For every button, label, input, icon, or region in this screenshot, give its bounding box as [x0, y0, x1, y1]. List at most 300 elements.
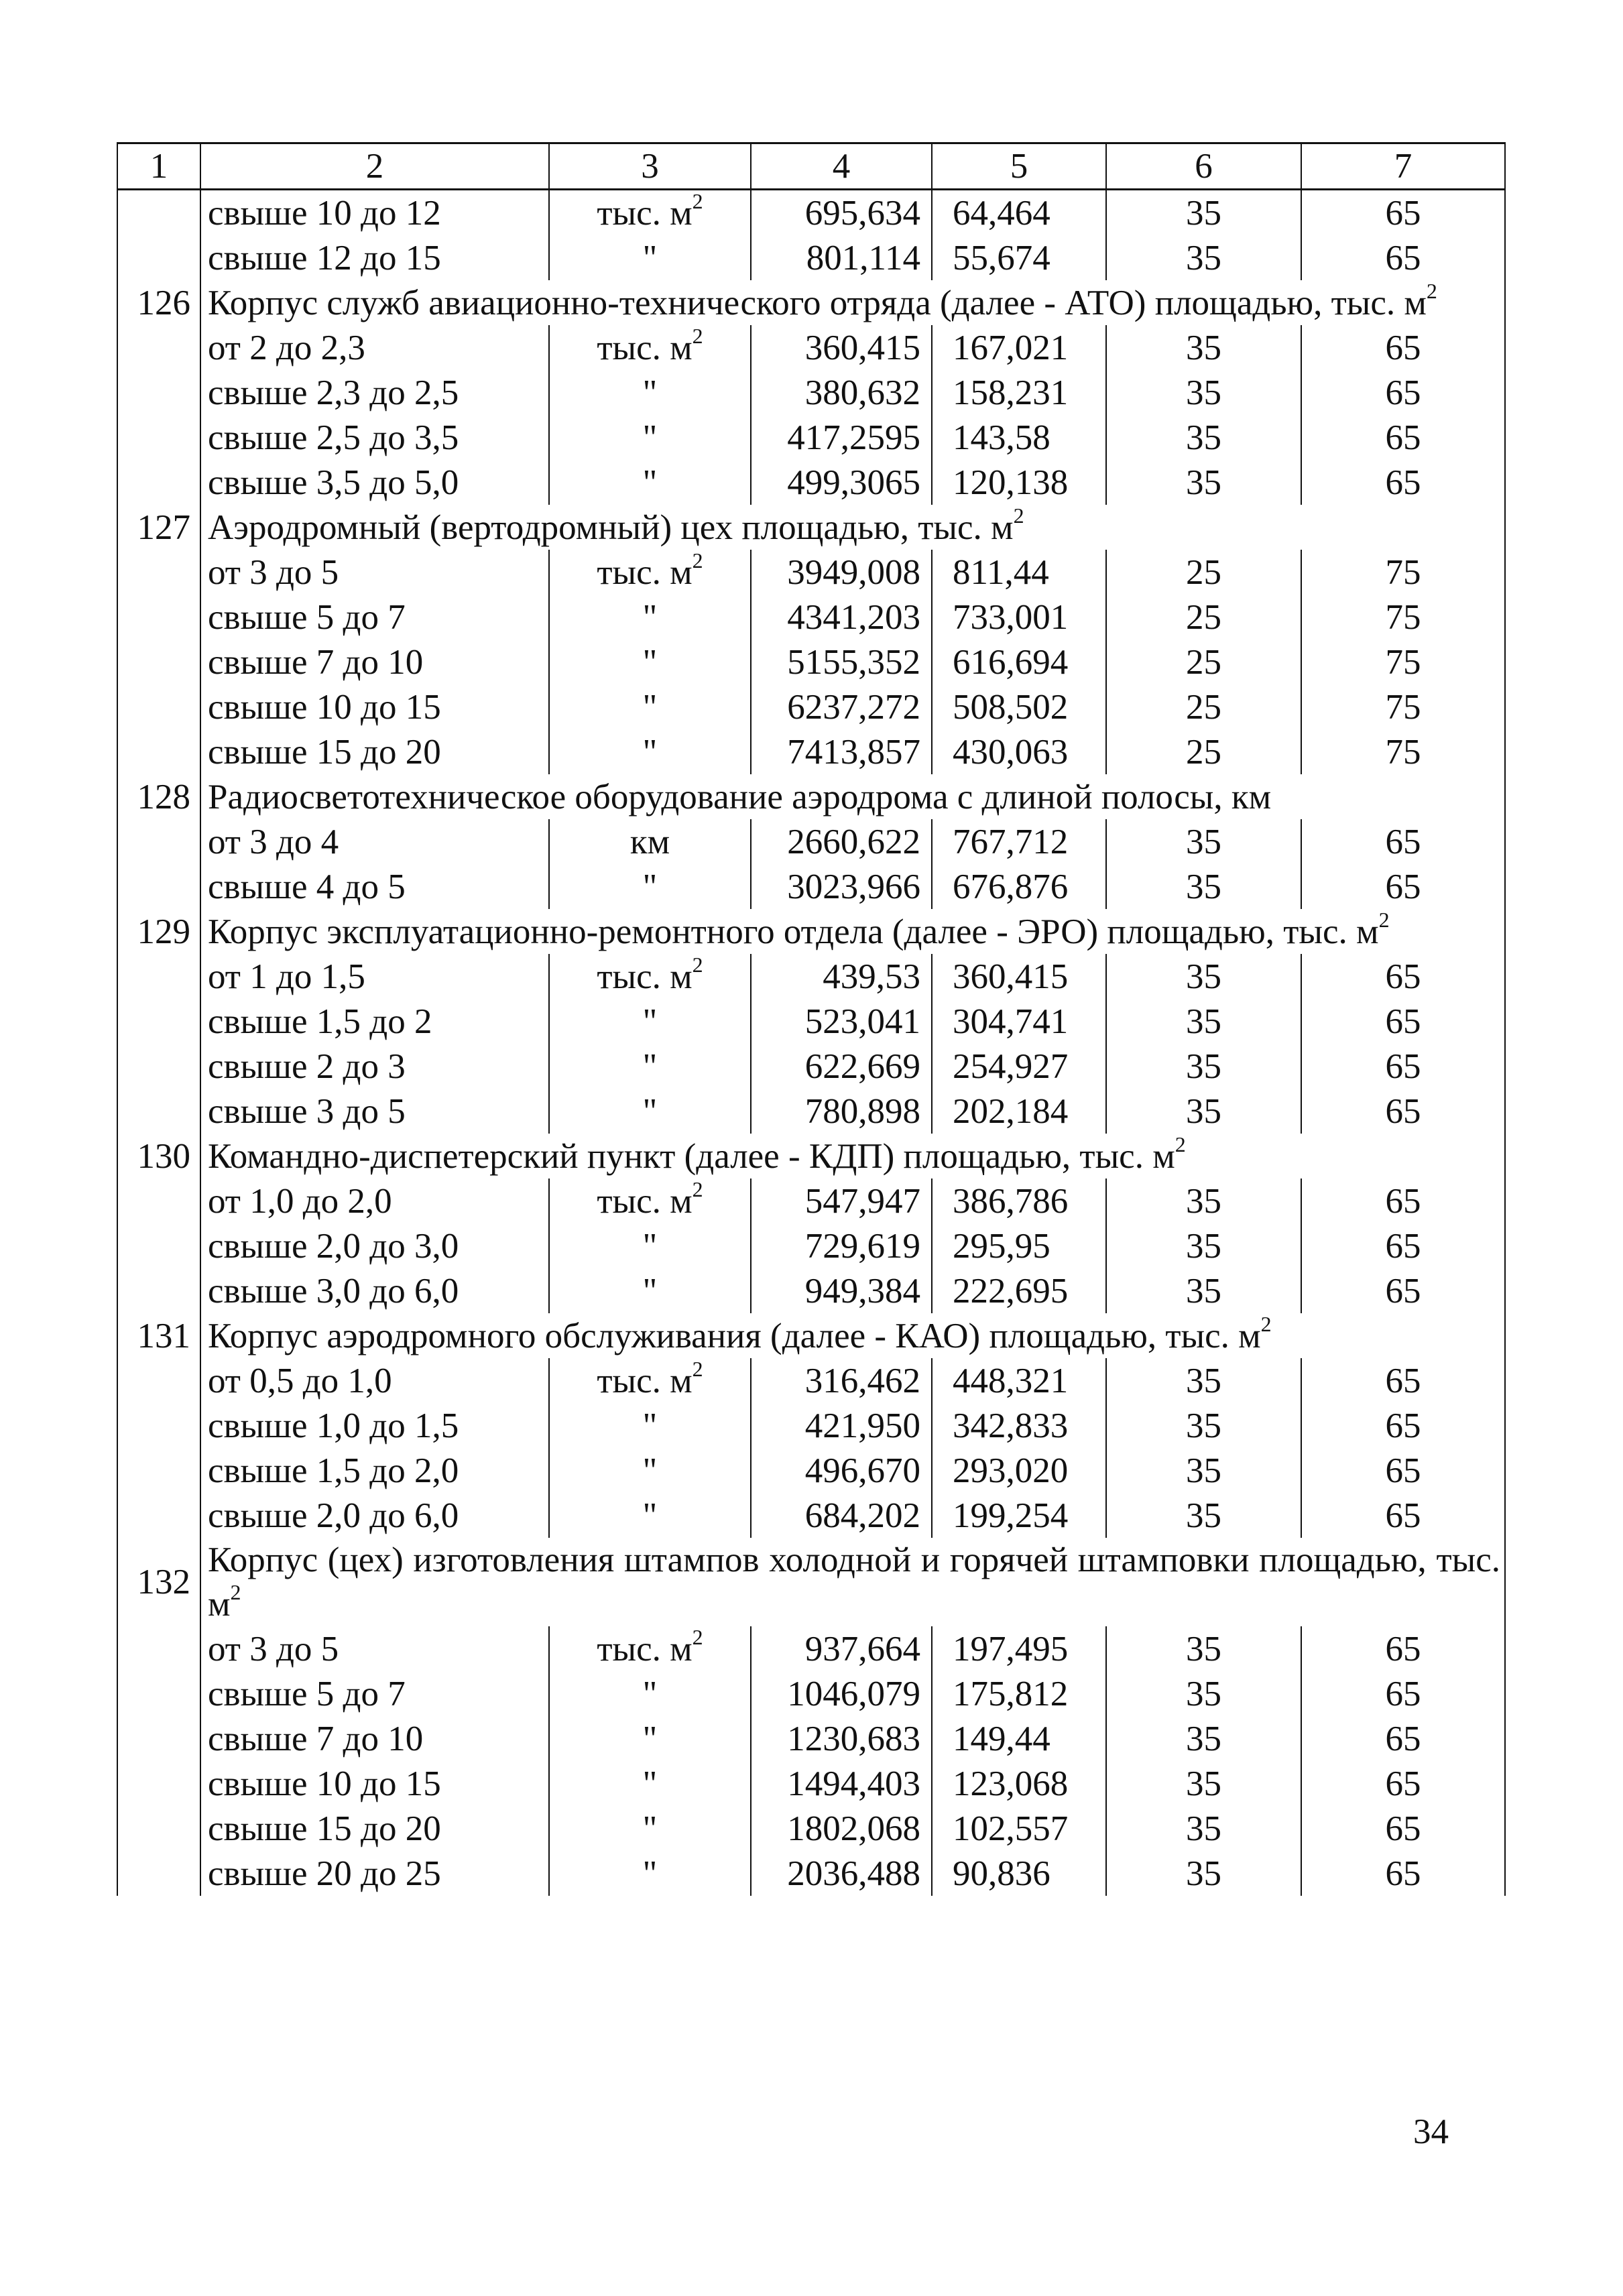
- table-row: [117, 1716, 1505, 1761]
- price-cell: 1230,683: [751, 1716, 932, 1761]
- unit-cell: [549, 1089, 751, 1134]
- share-a-cell: 35: [1106, 235, 1301, 280]
- unit-cell: [549, 1671, 751, 1716]
- share-b-cell: 65: [1301, 1761, 1505, 1806]
- share-b-cell: 65: [1301, 1806, 1505, 1851]
- share-b-cell: 65: [1301, 1671, 1505, 1716]
- range-cell: свыше 10 до 15: [200, 684, 549, 729]
- unit-cell: [549, 235, 751, 280]
- rate-cell: 676,876: [932, 864, 1106, 909]
- section-row: [117, 774, 1505, 819]
- share-a-cell: 35: [1106, 1268, 1301, 1313]
- rate-cell: 293,020: [932, 1448, 1106, 1493]
- section-title-text: Корпус аэродромного обслуживания (далее - КАО) площадью, тыс. м: [208, 1316, 1261, 1355]
- range-cell: от 3 до 5: [200, 1626, 549, 1671]
- superscript: 2: [692, 1356, 703, 1381]
- superscript: 2: [692, 188, 703, 213]
- unit-text: тыс. м: [597, 193, 693, 233]
- superscript: 2: [230, 1580, 241, 1604]
- section-row: [117, 280, 1505, 325]
- section-number: 132: [117, 1538, 200, 1626]
- unit-cell: [549, 370, 751, 415]
- row-number-cell: [117, 1403, 200, 1448]
- superscript: 2: [692, 1624, 703, 1649]
- unit-text: ": [642, 597, 658, 637]
- share-a-cell: 35: [1106, 415, 1301, 460]
- price-cell: 2660,622: [751, 819, 932, 864]
- row-number-cell: [117, 640, 200, 684]
- unit-text: км: [629, 822, 670, 861]
- range-cell: свыше 5 до 7: [200, 595, 549, 640]
- section-title-text: Корпус служб авиационно-технического отряда (далее - АТО) площадью, тыс. м: [208, 283, 1427, 322]
- row-number-cell: [117, 999, 200, 1044]
- unit-cell: [549, 1761, 751, 1806]
- range-cell: свыше 12 до 15: [200, 235, 549, 280]
- row-number-cell: [117, 1761, 200, 1806]
- row-number-cell: [117, 415, 200, 460]
- row-number-cell: [117, 235, 200, 280]
- header-cell: 1: [117, 143, 200, 190]
- price-cell: 684,202: [751, 1493, 932, 1538]
- rate-cell: 254,927: [932, 1044, 1106, 1089]
- rate-cell: 767,712: [932, 819, 1106, 864]
- share-a-cell: 35: [1106, 1044, 1301, 1089]
- unit-cell: [549, 1044, 751, 1089]
- share-a-cell: 35: [1106, 190, 1301, 236]
- section-title: [200, 280, 1505, 325]
- header-cell: 2: [200, 143, 549, 190]
- section-title: [200, 1313, 1505, 1358]
- unit-cell: [549, 954, 751, 999]
- unit-text: ": [642, 463, 658, 502]
- superscript: 2: [1378, 907, 1390, 932]
- range-cell: свыше 15 до 20: [200, 1806, 549, 1851]
- share-b-cell: 65: [1301, 1851, 1505, 1896]
- unit-cell: [549, 1626, 751, 1671]
- unit-cell: [549, 1268, 751, 1313]
- range-cell: от 1,0 до 2,0: [200, 1179, 549, 1223]
- table-row: [117, 1268, 1505, 1313]
- unit-cell: [549, 1716, 751, 1761]
- table-row: [117, 954, 1505, 999]
- section-title-text: Корпус (цех) изготовления штампов холодной и горячей штамповки площадью, тыс. м: [208, 1540, 1500, 1624]
- section-title-text: Командно-диспетерский пункт (далее - КДП) площадью, тыс. м: [208, 1136, 1175, 1176]
- share-a-cell: 25: [1106, 684, 1301, 729]
- table-row: [117, 460, 1505, 505]
- table-row: [117, 1403, 1505, 1448]
- share-b-cell: 65: [1301, 999, 1505, 1044]
- unit-text: ": [642, 1091, 658, 1131]
- section-title: [200, 909, 1505, 954]
- table-row: [117, 1671, 1505, 1716]
- row-number-cell: [117, 460, 200, 505]
- section-title: [200, 1134, 1505, 1179]
- rate-cell: 733,001: [932, 595, 1106, 640]
- superscript: 2: [1426, 278, 1437, 303]
- price-cell: 729,619: [751, 1223, 932, 1268]
- section-title-text: Радиосветотехническое оборудование аэродрома с длиной полосы, км: [208, 777, 1272, 817]
- price-cell: 3949,008: [751, 550, 932, 595]
- header-cell: 6: [1106, 143, 1301, 190]
- table-row: [117, 1179, 1505, 1223]
- price-cell: 4341,203: [751, 595, 932, 640]
- price-table: [117, 142, 1506, 1896]
- share-b-cell: 65: [1301, 1358, 1505, 1403]
- row-number-cell: [117, 1716, 200, 1761]
- range-cell: от 1 до 1,5: [200, 954, 549, 999]
- range-cell: свыше 7 до 10: [200, 640, 549, 684]
- row-number-cell: [117, 190, 200, 236]
- share-a-cell: 35: [1106, 1716, 1301, 1761]
- table-row: [117, 1806, 1505, 1851]
- range-cell: свыше 7 до 10: [200, 1716, 549, 1761]
- row-number-cell: [117, 819, 200, 864]
- rate-cell: 616,694: [932, 640, 1106, 684]
- unit-text: ": [642, 1002, 658, 1041]
- superscript: 2: [1013, 503, 1024, 528]
- share-b-cell: 65: [1301, 1089, 1505, 1134]
- price-cell: 1802,068: [751, 1806, 932, 1851]
- table-body: [117, 143, 1505, 1896]
- share-b-cell: 65: [1301, 1268, 1505, 1313]
- rate-cell: 199,254: [932, 1493, 1106, 1538]
- share-b-cell: 65: [1301, 954, 1505, 999]
- row-number-cell: [117, 1671, 200, 1716]
- share-a-cell: 35: [1106, 1089, 1301, 1134]
- share-b-cell: 75: [1301, 684, 1505, 729]
- range-cell: свыше 10 до 15: [200, 1761, 549, 1806]
- share-a-cell: 35: [1106, 1851, 1301, 1896]
- section-row: [117, 505, 1505, 550]
- range-cell: свыше 10 до 12: [200, 190, 549, 236]
- unit-text: ": [642, 1764, 658, 1803]
- unit-cell: [549, 1493, 751, 1538]
- range-cell: свыше 3,5 до 5,0: [200, 460, 549, 505]
- share-b-cell: 75: [1301, 640, 1505, 684]
- price-cell: 5155,352: [751, 640, 932, 684]
- price-cell: 547,947: [751, 1179, 932, 1223]
- row-number-cell: [117, 954, 200, 999]
- share-a-cell: 25: [1106, 550, 1301, 595]
- unit-text: тыс. м: [597, 1361, 693, 1400]
- table-row: [117, 819, 1505, 864]
- table-row: [117, 1044, 1505, 1089]
- range-cell: от 0,5 до 1,0: [200, 1358, 549, 1403]
- share-b-cell: 65: [1301, 190, 1505, 236]
- superscript: 2: [692, 952, 703, 977]
- range-cell: свыше 15 до 20: [200, 729, 549, 774]
- unit-cell: [549, 550, 751, 595]
- unit-text: ": [642, 1406, 658, 1445]
- price-cell: 421,950: [751, 1403, 932, 1448]
- share-a-cell: 35: [1106, 1448, 1301, 1493]
- unit-cell: [549, 460, 751, 505]
- rate-cell: 508,502: [932, 684, 1106, 729]
- share-b-cell: 65: [1301, 1626, 1505, 1671]
- row-number-cell: [117, 1358, 200, 1403]
- section-number: 130: [117, 1134, 200, 1179]
- unit-cell: [549, 1223, 751, 1268]
- share-a-cell: 35: [1106, 999, 1301, 1044]
- range-cell: свыше 4 до 5: [200, 864, 549, 909]
- unit-cell: [549, 729, 751, 774]
- share-a-cell: 35: [1106, 1806, 1301, 1851]
- table-row: [117, 729, 1505, 774]
- section-row: [117, 1538, 1505, 1626]
- section-title-text: Аэродромный (вертодромный) цех площадью, тыс. м: [208, 507, 1014, 547]
- rate-cell: 55,674: [932, 235, 1106, 280]
- superscript: 2: [692, 548, 703, 572]
- section-number: 127: [117, 505, 200, 550]
- unit-cell: [549, 595, 751, 640]
- superscript: 2: [1260, 1311, 1272, 1336]
- rate-cell: 197,495: [932, 1626, 1106, 1671]
- unit-text: ": [642, 867, 658, 906]
- range-cell: свыше 2 до 3: [200, 1044, 549, 1089]
- section-row: [117, 1134, 1505, 1179]
- header-cell: 5: [932, 143, 1106, 190]
- row-number-cell: [117, 1268, 200, 1313]
- unit-cell: [549, 1403, 751, 1448]
- unit-cell: [549, 1176, 751, 1223]
- row-number-cell: [117, 1806, 200, 1851]
- rate-cell: 175,812: [932, 1671, 1106, 1716]
- price-cell: 7413,857: [751, 729, 932, 774]
- share-b-cell: 65: [1301, 370, 1505, 415]
- rate-cell: 158,231: [932, 370, 1106, 415]
- section-row: [117, 909, 1505, 954]
- price-cell: 3023,966: [751, 864, 932, 909]
- unit-cell: [549, 1806, 751, 1851]
- price-cell: 380,632: [751, 370, 932, 415]
- share-b-cell: 75: [1301, 550, 1505, 595]
- share-b-cell: 65: [1301, 1179, 1505, 1223]
- price-cell: 316,462: [751, 1358, 932, 1403]
- range-cell: свыше 2,0 до 3,0: [200, 1223, 549, 1268]
- rate-cell: 120,138: [932, 460, 1106, 505]
- share-b-cell: 65: [1301, 1493, 1505, 1538]
- share-b-cell: 75: [1301, 595, 1505, 640]
- rate-cell: 360,415: [932, 954, 1106, 999]
- unit-cell: [549, 864, 751, 909]
- table-row: [117, 864, 1505, 909]
- rate-cell: 102,557: [932, 1806, 1106, 1851]
- unit-text: ": [642, 1719, 658, 1758]
- unit-cell: [549, 415, 751, 460]
- unit-cell: [549, 1358, 751, 1403]
- row-number-cell: [117, 325, 200, 370]
- section-title: [200, 1538, 1505, 1626]
- unit-text: ": [642, 1674, 658, 1713]
- range-cell: свыше 3,0 до 6,0: [200, 1268, 549, 1313]
- table-row: [117, 1851, 1505, 1896]
- price-cell: 695,634: [751, 190, 932, 236]
- row-number-cell: [117, 684, 200, 729]
- share-b-cell: 75: [1301, 729, 1505, 774]
- unit-text: ": [642, 373, 658, 412]
- unit-text: тыс. м: [597, 552, 693, 592]
- rate-cell: 342,833: [932, 1403, 1106, 1448]
- range-cell: свыше 20 до 25: [200, 1851, 549, 1896]
- section-number: 129: [117, 909, 200, 954]
- unit-text: ": [642, 732, 658, 772]
- section-row: [117, 1313, 1505, 1358]
- row-number-cell: [117, 1223, 200, 1268]
- unit-text: ": [642, 238, 658, 278]
- share-b-cell: 65: [1301, 1044, 1505, 1089]
- table-row: [117, 1223, 1505, 1268]
- row-number-cell: [117, 729, 200, 774]
- table-row: [117, 999, 1505, 1044]
- range-cell: от 3 до 4: [200, 819, 549, 864]
- table-row: [117, 190, 1505, 236]
- share-a-cell: 35: [1106, 1626, 1301, 1671]
- unit-cell: [549, 1851, 751, 1896]
- share-b-cell: 65: [1301, 325, 1505, 370]
- row-number-cell: [117, 864, 200, 909]
- share-a-cell: 25: [1106, 640, 1301, 684]
- share-b-cell: 65: [1301, 460, 1505, 505]
- share-b-cell: 65: [1301, 415, 1505, 460]
- unit-text: ": [642, 687, 658, 727]
- row-number-cell: [117, 595, 200, 640]
- section-number: 126: [117, 280, 200, 325]
- rate-cell: 143,58: [932, 415, 1106, 460]
- table-row: [117, 235, 1505, 280]
- unit-text: ": [642, 1271, 658, 1311]
- share-a-cell: 35: [1106, 819, 1301, 864]
- table-row: [117, 325, 1505, 370]
- row-number-cell: [117, 1851, 200, 1896]
- price-cell: 523,041: [751, 999, 932, 1044]
- rate-cell: 295,95: [932, 1223, 1106, 1268]
- price-cell: 417,2595: [751, 415, 932, 460]
- table-row: [117, 684, 1505, 729]
- range-cell: свыше 1,5 до 2: [200, 999, 549, 1044]
- table-row: [117, 1626, 1505, 1671]
- share-a-cell: 35: [1106, 1179, 1301, 1223]
- unit-cell: [549, 1448, 751, 1493]
- header-cell: 7: [1301, 143, 1505, 190]
- price-cell: 496,670: [751, 1448, 932, 1493]
- unit-cell: [549, 640, 751, 684]
- share-a-cell: 35: [1106, 864, 1301, 909]
- superscript: 2: [692, 323, 703, 348]
- price-cell: 949,384: [751, 1268, 932, 1313]
- unit-cell: [549, 684, 751, 729]
- range-cell: от 2 до 2,3: [200, 325, 549, 370]
- price-cell: 801,114: [751, 235, 932, 280]
- share-b-cell: 65: [1301, 1716, 1505, 1761]
- share-b-cell: 65: [1301, 864, 1505, 909]
- unit-text: тыс. м: [597, 1181, 693, 1221]
- range-cell: свыше 1,0 до 1,5: [200, 1403, 549, 1448]
- range-cell: от 3 до 5: [200, 550, 549, 595]
- header-cell: 3: [549, 143, 751, 190]
- header-cell: 4: [751, 143, 932, 190]
- range-cell: свыше 2,0 до 6,0: [200, 1493, 549, 1538]
- unit-text: ": [642, 1496, 658, 1535]
- unit-text: ": [642, 1451, 658, 1490]
- share-a-cell: 35: [1106, 1761, 1301, 1806]
- table-row: [117, 1089, 1505, 1134]
- unit-text: тыс. м: [597, 957, 693, 996]
- unit-text: ": [642, 1226, 658, 1266]
- share-a-cell: 35: [1106, 460, 1301, 505]
- rate-cell: 222,695: [932, 1268, 1106, 1313]
- share-b-cell: 65: [1301, 1403, 1505, 1448]
- price-cell: 1494,403: [751, 1761, 932, 1806]
- price-cell: 780,898: [751, 1089, 932, 1134]
- table-row: [117, 415, 1505, 460]
- share-a-cell: 35: [1106, 954, 1301, 999]
- share-a-cell: 35: [1106, 1223, 1301, 1268]
- section-title: [200, 505, 1505, 550]
- section-number: 128: [117, 774, 200, 819]
- share-b-cell: 65: [1301, 819, 1505, 864]
- share-a-cell: 25: [1106, 729, 1301, 774]
- table-row: [117, 370, 1505, 415]
- unit-text: тыс. м: [597, 328, 693, 367]
- table-row: [117, 1448, 1505, 1493]
- table-row: [117, 1493, 1505, 1538]
- rate-cell: 430,063: [932, 729, 1106, 774]
- range-cell: свыше 3 до 5: [200, 1089, 549, 1134]
- rate-cell: 811,44: [932, 550, 1106, 595]
- header-row: [117, 143, 1505, 190]
- superscript: 2: [692, 1176, 703, 1201]
- row-number-cell: [117, 1044, 200, 1089]
- superscript: 2: [1175, 1132, 1186, 1156]
- price-cell: 6237,272: [751, 684, 932, 729]
- table-row: [117, 1358, 1505, 1403]
- page-number: 34: [1413, 2112, 1449, 2151]
- unit-text: ": [642, 418, 658, 457]
- rate-cell: 448,321: [932, 1358, 1106, 1403]
- unit-text: ": [642, 1046, 658, 1086]
- row-number-cell: [117, 1493, 200, 1538]
- price-cell: 2036,488: [751, 1851, 932, 1896]
- rate-cell: 64,464: [932, 190, 1106, 236]
- share-a-cell: 35: [1106, 325, 1301, 370]
- rate-cell: 202,184: [932, 1089, 1106, 1134]
- price-cell: 937,664: [751, 1626, 932, 1671]
- table-row: [117, 595, 1505, 640]
- share-a-cell: 35: [1106, 1671, 1301, 1716]
- share-a-cell: 35: [1106, 1403, 1301, 1448]
- row-number-cell: [117, 1626, 200, 1671]
- price-cell: 622,669: [751, 1044, 932, 1089]
- price-cell: 499,3065: [751, 460, 932, 505]
- row-number-cell: [117, 1448, 200, 1493]
- unit-text: ": [642, 1854, 658, 1893]
- range-cell: свыше 5 до 7: [200, 1671, 549, 1716]
- share-a-cell: 25: [1106, 595, 1301, 640]
- row-number-cell: [117, 370, 200, 415]
- share-a-cell: 35: [1106, 370, 1301, 415]
- row-number-cell: [117, 550, 200, 595]
- row-number-cell: [117, 1179, 200, 1223]
- row-number-cell: [117, 1089, 200, 1134]
- table-row: [117, 550, 1505, 595]
- unit-text: ": [642, 1809, 658, 1848]
- share-a-cell: 35: [1106, 1493, 1301, 1538]
- rate-cell: 90,836: [932, 1851, 1106, 1896]
- price-cell: 360,415: [751, 325, 932, 370]
- price-cell: 1046,079: [751, 1671, 932, 1716]
- share-b-cell: 65: [1301, 1223, 1505, 1268]
- unit-cell: [549, 190, 751, 236]
